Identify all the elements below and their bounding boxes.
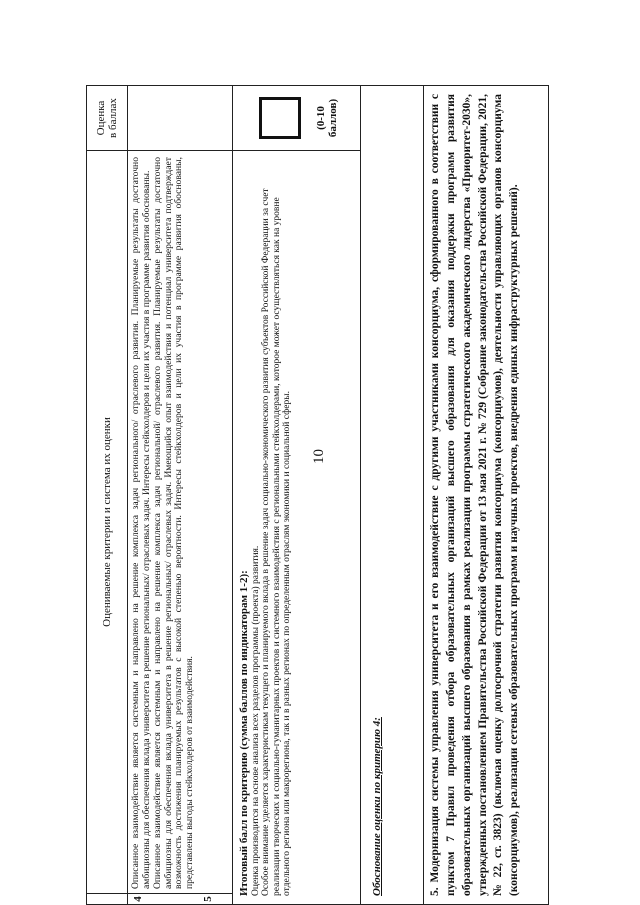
header-score-line2: в баллах: [107, 98, 119, 138]
criterion-number-cell: [128, 894, 233, 905]
criterion-text-4: Описанное взаимодействие является системным и направлено на решение комплекса задач регионального/ отраслевого развития. Планируемые результаты достаточно амбициозны для обеспечения вклада университета в решение региональных/ отраслевых задач. Интересы стейкхолдеров и цели их участия в программе развития обоснованы.: [130, 157, 152, 889]
criterion-text-cell: [128, 151, 233, 894]
result-title: Итоговый балл по критерию (сумма баллов по индикаторам 1-2):: [237, 570, 250, 896]
page-number: 10: [311, 449, 327, 464]
result-row: [232, 86, 361, 905]
result-score-cell: [232, 86, 361, 151]
item5-cell: [424, 86, 549, 905]
score-input-box[interactable]: [259, 97, 301, 139]
criterion-text-5: Описанное взаимодействие является системным и направлено на решение комплекса задач региональной/ отраслевого развития. Планируемые результаты достаточно амбициозны для обеспечения вклада университета в решение региональных/ отраслевых задач. Имеющийся опыт взаимодействия и потенциал университета подтверждает возможность достижения планируемых результатов с высокой степенью вероятности. Интересы стейкхолдеров и цели их участия в программе развития обоснованы, представлены выгоды стейкхолдеров от взаимодействия.: [152, 157, 195, 889]
justification-cell: [361, 86, 424, 905]
header-criteria-cell: Оцениваемые критерии и система их оценки: [87, 151, 128, 894]
result-cell: [232, 151, 361, 905]
header-number-cell: [87, 894, 128, 905]
item5-row: [424, 86, 549, 905]
justification-row: [361, 86, 424, 905]
criteria-table: [86, 85, 549, 905]
table-header-row: [87, 86, 128, 905]
criterion-number-4: 4: [132, 896, 144, 902]
justification-label: Обоснование оценки по критерию 4:: [371, 717, 384, 896]
rotated-table-wrapper: [86, 85, 549, 905]
header-score-cell: [87, 86, 128, 151]
result-line-1: Оценка производится на основе анализа всех разделов программы (проекта) развития.: [250, 545, 261, 896]
criterion-row: [128, 86, 233, 905]
score-range: (0-10 баллов): [314, 98, 339, 138]
item5-text: Модернизация системы управления университета и его взаимодействие с другими участниками консорциума, сформированного в соответствии с пунктом 7 Правил проведения отбора образовательных организаций высшего образования для оказания поддержки программ развития образовательных организаций высшего образования в рамках реализации программы стратегического академического лидерства «Приоритет-2030», утвержденных постановлением Правительства Российской Федерации от 13 мая 2021 г. № 729 (Собрание законодательства Российской Федерации, 2021, № 22, ст. 3823) (включая оценку долгосрочной стратегии развития консорциума (консорциумов), деятельности управляющих органов консорциума (консорциумов), реализации сетевых образовательных программ и научных проектов, внедрения единых инфраструктурных решений).: [429, 94, 521, 896]
item5-number: 5.: [429, 887, 442, 896]
header-score-line1: Оценка: [95, 100, 107, 136]
criterion-number-5: 5: [202, 896, 214, 902]
result-line-2: Особое внимание уделяется характеристикам текущего и планируемого вклада в решение задач социально-экономического развития субъектов Российской Федерации за счет реализации творческих и социально-гуманитарных проектов и системного взаимодействия с региональными стейкхолдерами, которое может осуществляться как на уровне отдельного региона или макрорегиона, так и в разных регионах по определенным отраслям экономики и социальной сферы.: [261, 188, 293, 896]
criterion-score-cell: [128, 86, 233, 151]
